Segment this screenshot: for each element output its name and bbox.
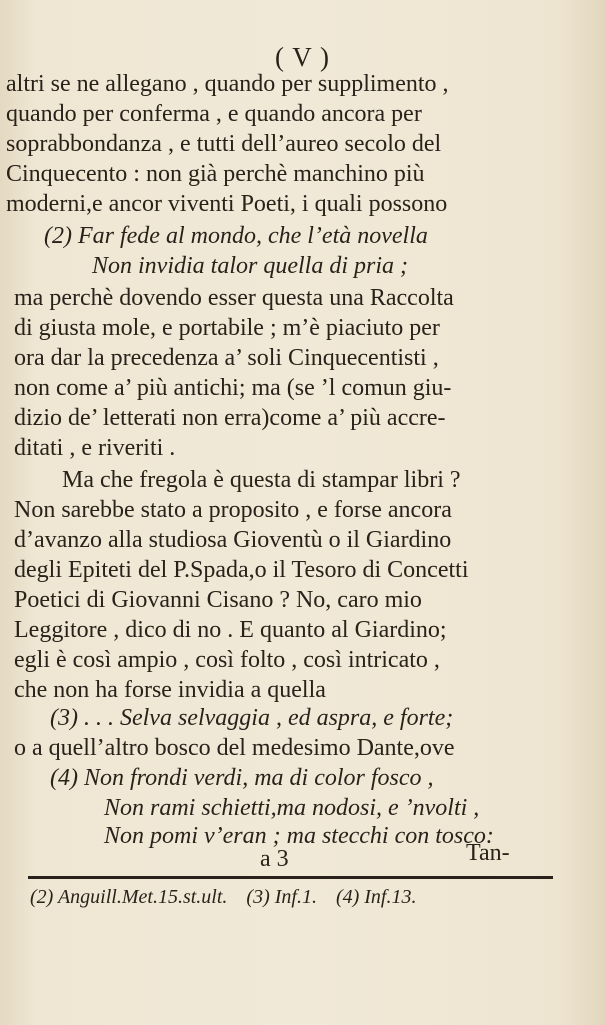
text-line: d’avanzo alla studiosa Gioventù o il Giardino	[14, 527, 452, 553]
text-line: moderni,e ancor viventi Poeti, i quali possono	[6, 191, 448, 217]
text-line: di giusta mole, e portabile ; m’è piaciuto per	[14, 315, 440, 341]
text-line: Poetici di Giovanni Cisano ? No, caro mio	[14, 587, 422, 613]
verse-line: Non rami schietti,ma nodosi, e ’nvolti ,	[104, 795, 480, 821]
text-line: quando per conferma , e quando ancora per	[6, 101, 422, 127]
verse-line: (3) . . . Selva selvaggia , ed aspra, e forte;	[50, 705, 454, 731]
verse-line: (2) Far fede al mondo, che l’età novella	[44, 223, 428, 249]
footnote-4: (4) Inf.13.	[335, 886, 417, 908]
text-line: Leggitore , dico di no . E quanto al Giardino;	[14, 617, 447, 643]
footnote-2: (2) Anguill.Met.15.st.ult.	[30, 886, 228, 908]
text-line: soprabbondanza , e tutti dell’aureo secolo del	[6, 131, 442, 157]
footnote-3: (3) Inf.1.	[246, 886, 317, 908]
text-line: dizio de’ letterati non erra)come a’ più accre-	[14, 405, 446, 431]
footnotes	[30, 886, 431, 909]
text-line: non come a’ più antichi; ma (se ’l comun giu-	[14, 375, 452, 401]
text-line: degli Epiteti del P.Spada,o il Tesoro di Concetti	[14, 557, 469, 583]
verse-line: Non invidia talor quella di pria ;	[92, 253, 408, 279]
signature-mark: a 3	[260, 846, 289, 872]
text-line: egli è così ampio , così folto , così intricato ,	[14, 647, 440, 673]
catchword: Tan-	[466, 840, 510, 866]
footnote-rule	[28, 876, 553, 879]
text-line: Cinquecento : non già perchè manchino più	[6, 161, 425, 187]
page-number: ( V )	[274, 42, 330, 72]
text-line: che non ha forse invidia a quella	[14, 677, 326, 703]
text-line: ma perchè dovendo esser questa una Raccolta	[14, 285, 454, 311]
text-line: altri se ne allegano , quando per supplimento ,	[6, 71, 449, 97]
text-line: Ma che fregola è questa di stampar libri ?	[62, 467, 461, 493]
text-line: ora dar la precedenza a’ soli Cinquecentisti ,	[14, 345, 439, 371]
verse-line: Non pomi v’eran ; ma stecchi con tosco:	[104, 823, 494, 849]
text-line: Non sarebbe stato a proposito , e forse ancora	[14, 497, 452, 523]
text-line: o a quell’altro bosco del medesimo Dante,ove	[14, 735, 455, 761]
verse-line: (4) Non frondi verdi, ma di color fosco ,	[50, 765, 434, 791]
text-line: ditati , e riveriti .	[14, 435, 176, 461]
